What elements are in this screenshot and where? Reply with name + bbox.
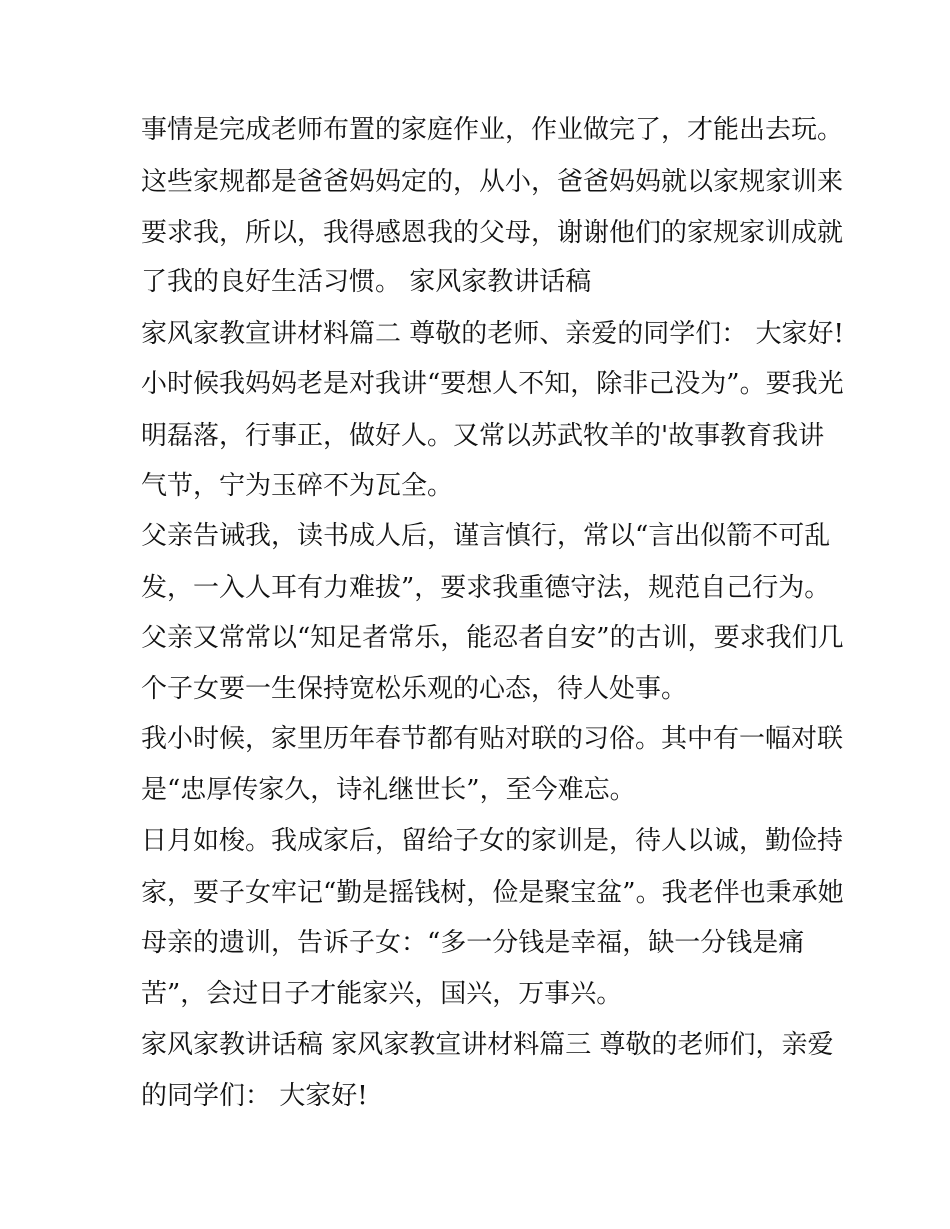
text-line: 这些家规都是爸爸妈妈定的，从小，爸爸妈妈就以家规家训来 (141, 167, 844, 197)
text-line: 日月如梭。我成家后，留给子女的家训是，待人以诚，勤俭持 (141, 826, 844, 856)
text-line: 父亲又常常以“知足者常乐，能忍者自安”的古训，要求我们几 (141, 623, 844, 653)
text-line: 苦”，会过日子才能家兴，国兴，万事兴。 (141, 979, 623, 1009)
text-line: 是“忠厚传家久，诗礼继世长”，至今难忘。 (141, 775, 636, 805)
text-line: 了我的良好生活习惯。 家风家教讲话稿 (141, 267, 592, 297)
text-line: 发，一入人耳有力难拔”，要求我重德守法，规范自己行为。 (141, 573, 831, 603)
text-line: 明磊落，行事正，做好人。又常以苏武牧羊的'故事教育我讲 (141, 421, 825, 451)
text-line: 事情是完成老师布置的家庭作业，作业做完了，才能出去玩。 (141, 115, 844, 145)
text-line: 小时候我妈妈老是对我讲“要想人不知，除非己没为”。要我光 (141, 369, 844, 399)
text-line: 要求我，所以，我得感恩我的父母，谢谢他们的家规家训成就 (141, 218, 844, 248)
text-line: 气节，宁为玉碎不为瓦全。 (141, 471, 454, 501)
text-line: 家风家教讲话稿 家风家教宣讲材料篇三 尊敬的老师们，亲爱 (141, 1030, 834, 1060)
text-line: 母亲的遗训，告诉子女：“多一分钱是幸福，缺一分钱是痛 (141, 928, 805, 958)
text-line: 家风家教宣讲材料篇二 尊敬的老师、亲爱的同学们： 大家好! (141, 319, 844, 349)
text-line: 的同学们： 大家好! (141, 1081, 368, 1111)
text-line: 个子女要一生保持宽松乐观的心态，待人处事。 (141, 674, 688, 704)
text-line: 父亲告诫我，读书成人后，谨言慎行，常以“言出似箭不可乱 (141, 521, 831, 551)
text-line: 我小时候，家里历年春节都有贴对联的习俗。其中有一幅对联 (141, 724, 844, 754)
text-line: 家，要子女牢记“勤是摇钱树，俭是聚宝盆”。我老伴也秉承她 (141, 878, 844, 908)
